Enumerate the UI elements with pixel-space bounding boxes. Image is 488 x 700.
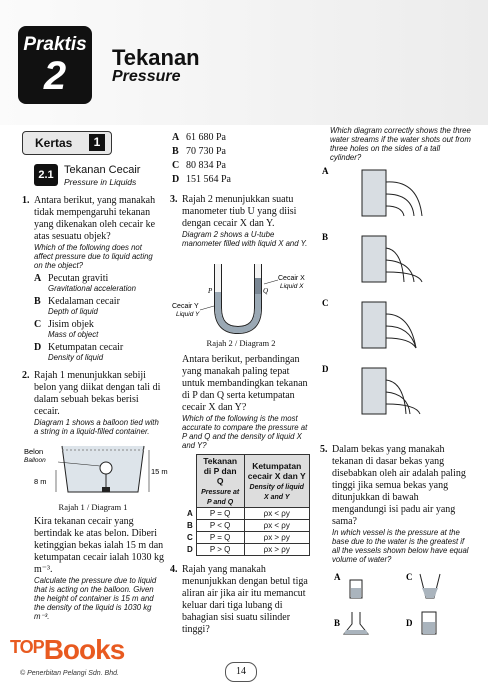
page-number: 14 <box>225 662 257 682</box>
option-text: 151 564 Pa <box>186 174 231 185</box>
vessel-option-d[interactable] <box>406 612 436 634</box>
row-pressure: P = Q <box>196 508 244 520</box>
question-3-prompt <box>182 354 312 450</box>
option[interactable] <box>34 342 164 362</box>
header-text-en: Density of liquid X and Y <box>249 484 304 501</box>
balloon-label: Balloon <box>24 457 46 464</box>
option-text: 80 834 Pa <box>186 160 226 171</box>
cecair-y-label: Cecair Y <box>172 303 199 310</box>
table-header-pressure <box>196 455 244 508</box>
stream-option-c[interactable] <box>322 298 416 348</box>
row-density: ρx < ρy <box>244 508 310 520</box>
balloon-container-diagram <box>22 440 168 502</box>
kertas-badge <box>22 131 112 155</box>
option-letter: B <box>322 232 329 242</box>
question-3 <box>170 194 312 248</box>
question-number: 5. <box>320 444 328 455</box>
question-text: Kira tekanan cecair yang bertindak ke atas belon. Diberi ketinggian bekas ialah 15 m dan ketumpatan cecair ialah 1030 kg m⁻³. <box>34 516 164 575</box>
option-text-en: Mass of object <box>48 330 99 339</box>
option[interactable] <box>172 160 312 171</box>
header-text-en: Pressure at P and Q <box>201 489 240 506</box>
question-text-en: Which of the following is the most accurate to compare the pressure at P and Q and the density of liquid X and Y? <box>182 414 308 450</box>
question-text-en: Diagram 2 shows a U-tube manometer filled with liquid X and Y. <box>182 230 308 248</box>
table-row[interactable] <box>184 532 310 544</box>
stream-option-a[interactable] <box>322 166 422 216</box>
option-letter: B <box>334 618 341 628</box>
row-pressure: P < Q <box>196 520 244 532</box>
row-density: ρx > ρy <box>244 532 310 544</box>
comparison-table <box>184 454 310 556</box>
question-4 <box>170 564 312 636</box>
praktis-number: 2 <box>43 54 67 98</box>
diagram-1-caption: Rajah 1 / Diagram 1 <box>58 502 128 512</box>
chapter-title: Tekanan <box>112 45 200 70</box>
question-text-en: Which of the following does not affect pressure due to liquid acting on the object? <box>34 243 153 270</box>
question-number: 1. <box>22 195 30 206</box>
option-text: 61 680 Pa <box>186 132 226 143</box>
diagram-2-caption: Rajah 2 / Diagram 2 <box>206 338 276 348</box>
copyright-footer: © Penerbitan Pelangi Sdn. Bhd. <box>20 670 119 677</box>
vessel-option-c[interactable] <box>406 572 440 598</box>
vessel-option-a[interactable] <box>334 572 362 598</box>
option-letter: A <box>34 273 42 284</box>
column-3 <box>320 126 472 640</box>
topic-title: Tekanan Cecair <box>64 164 141 176</box>
question-4-text-en: Which diagram correctly shows the three water streams if the water shots out from three holes on the sides of a tall cylinder? <box>330 126 471 162</box>
table-row[interactable] <box>184 544 310 556</box>
liquid-x-label: Liquid X <box>280 283 304 290</box>
option[interactable] <box>34 296 164 316</box>
option-text-en: Density of liquid <box>48 353 104 362</box>
column-1 <box>22 195 168 621</box>
option-text: Ketumpatan cecair <box>48 342 124 353</box>
liquid-y-label: Liquid Y <box>176 311 200 318</box>
row-pressure: P > Q <box>196 544 244 556</box>
option-text: Kedalaman cecair <box>48 296 120 307</box>
question-text: Antara berikut, yang manakah tidak mempengaruhi tekanan yang dikenakan oleh cecair ke atas sesuatu objek? <box>34 195 156 242</box>
praktis-badge <box>18 26 92 104</box>
question-text: Rajah 1 menunjukkan sebiji belon yang diikat dengan tali di dalam sebuah bekas berisi cecair. <box>34 370 161 417</box>
table-header-density <box>244 455 310 508</box>
chapter-subtitle: Pressure <box>112 68 181 85</box>
logo-top: TOP <box>10 637 44 657</box>
vessel-option-b[interactable] <box>334 612 368 634</box>
row-letter: D <box>187 545 193 554</box>
option[interactable] <box>172 132 312 143</box>
stream-option-b[interactable] <box>322 232 422 282</box>
question-text: Rajah 2 menunjukkan suatu manometer tiub U yang diisi dengan cecair X dan Y. <box>182 194 297 229</box>
vessel-options-diagram <box>320 568 470 640</box>
option-letter: D <box>322 364 329 374</box>
option-letter: C <box>406 572 413 582</box>
kertas-label: Kertas <box>35 136 73 150</box>
question-text-en: Calculate the pressure due to liquid that is acting on the balloon. Given the height of container is 15 m and the density of the liquid is 1030 kg m⁻³. <box>34 576 157 621</box>
option-text-en: Gravitational acceleration <box>48 284 136 293</box>
option-text: Pecutan graviti <box>48 273 109 284</box>
balloon-shape <box>100 462 112 474</box>
row-density: ρx < ρy <box>244 520 310 532</box>
option-letter: B <box>172 146 179 157</box>
header-text: Tekanan di P dan Q <box>203 456 238 486</box>
point-p-label: P <box>208 287 213 295</box>
option-text: 70 730 Pa <box>186 146 226 157</box>
question-number: 3. <box>170 194 178 205</box>
option-letter: C <box>34 319 42 330</box>
logo-books: Books <box>43 634 125 665</box>
option-letter: B <box>34 296 41 307</box>
column-2 <box>170 132 312 636</box>
option[interactable] <box>34 273 164 293</box>
kertas-number: 1 <box>89 134 105 151</box>
option-letter: C <box>172 160 180 171</box>
topic-subtitle: Pressure in Liquids <box>64 177 137 187</box>
question-text: Antara berikut, perbandingan yang manakah paling tepat untuk membandingkan tekanan di P dan Q serta ketumpatan cecair X dan Y? <box>182 354 308 413</box>
stream-option-d[interactable] <box>322 364 420 414</box>
table-row[interactable] <box>184 520 310 532</box>
table-row[interactable] <box>184 508 310 520</box>
topic-number: 2.1 <box>34 164 58 186</box>
question-text: Rajah yang manakah menunjukkan dengan betul tiga aliran air jika air itu memancut keluar dari tiga lubang di bahagian sisi suatu silinder tinggi? <box>182 564 308 635</box>
depth-8m-label: 8 m <box>34 477 47 486</box>
row-letter: A <box>187 509 193 518</box>
option[interactable] <box>172 146 312 157</box>
belon-label: Belon <box>24 447 44 456</box>
praktis-word: Praktis <box>23 34 87 55</box>
row-pressure: P = Q <box>196 532 244 544</box>
option[interactable] <box>172 174 312 185</box>
option-letter: A <box>172 132 180 143</box>
point-q-label: Q <box>263 287 269 295</box>
question-number: 4. <box>170 564 178 575</box>
cecair-x-label: Cecair X <box>278 275 305 282</box>
water-stream-options-diagram <box>320 164 470 434</box>
option-letter: A <box>334 572 341 582</box>
row-letter: B <box>187 521 193 530</box>
option-letter: A <box>322 166 329 176</box>
question-1 <box>22 195 164 270</box>
u-tube-manometer-diagram <box>170 250 312 338</box>
option-letter: D <box>172 174 180 185</box>
option-letter: D <box>406 618 413 628</box>
option[interactable] <box>34 319 164 339</box>
option-text-en: Depth of liquid <box>48 307 98 316</box>
question-text-en: In which vessel is the pressure at the base due to the water is the greatest if all the vessels shown below have equal volume of water? <box>332 528 469 564</box>
question-5 <box>320 444 472 564</box>
question-number: 2. <box>22 370 30 381</box>
question-text: Dalam bekas yang manakah tekanan di dasar bekas yang disebabkan oleh air adalah paling tinggi jika semua bekas yang ditunjukkan di bawah mengandungi isi padu air yang sama? <box>332 444 466 527</box>
question-2 <box>22 370 164 436</box>
row-density: ρx > ρy <box>244 544 310 556</box>
row-letter: C <box>187 533 193 542</box>
header-text: Ketumpatan cecair X dan Y <box>247 461 306 481</box>
height-15m-label: 15 m <box>151 467 168 476</box>
question-2-calculation <box>34 516 164 621</box>
option-letter: D <box>34 342 42 353</box>
option-text: Jisim objek <box>48 319 94 330</box>
topbooks-logo <box>10 634 124 666</box>
option-letter: C <box>322 298 329 308</box>
question-text-en: Diagram 1 shows a balloon tied with a string in a liquid-filled container. <box>34 418 159 436</box>
